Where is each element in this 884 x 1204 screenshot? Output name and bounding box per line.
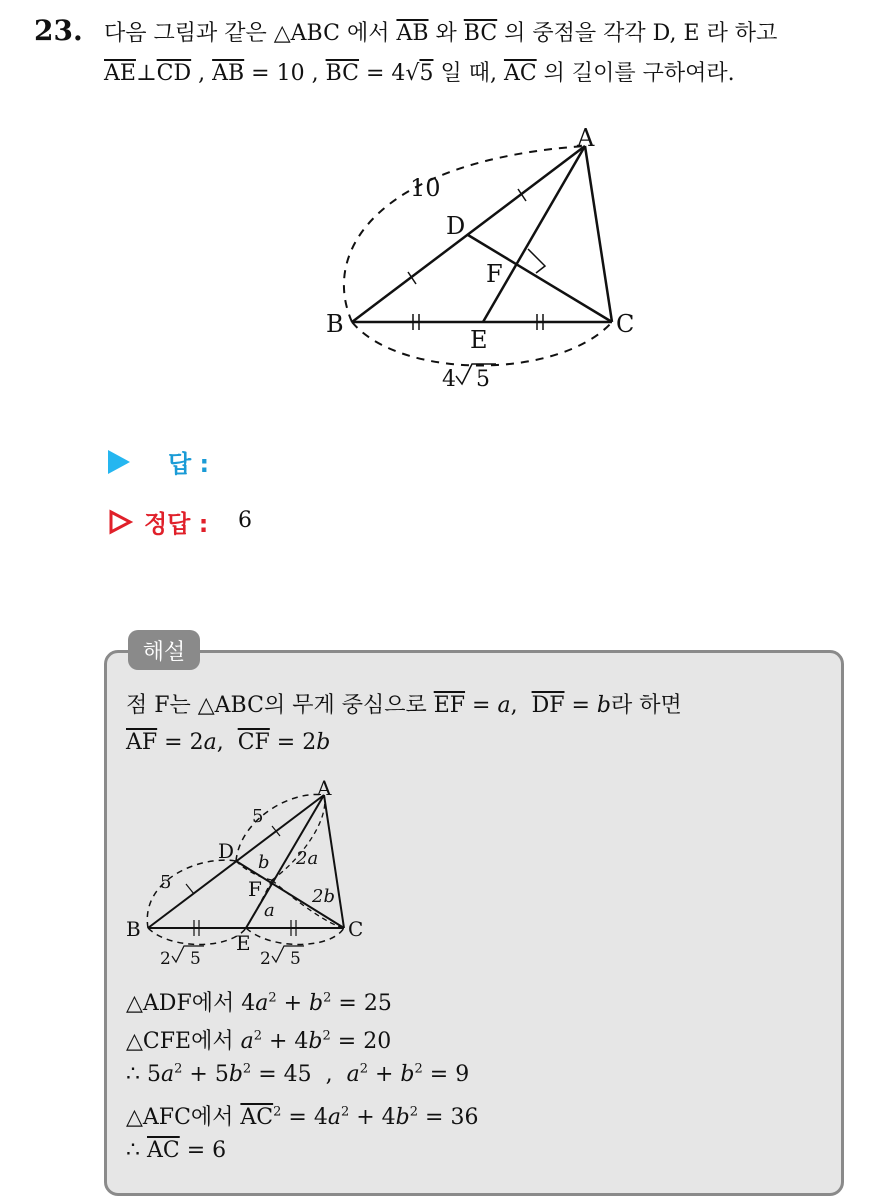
fig2-be [160,946,204,969]
fig2-label-b: B [126,917,141,941]
correct-answer-value: 6 [238,508,252,533]
svg-text:2: 2 [260,949,271,969]
svg-text:5: 5 [190,949,201,969]
play-icon [108,450,130,474]
correct-answer-row [108,504,208,539]
fig2-df: b [258,852,270,873]
solution-line2: $\overline{AF} = 2a$, $\overline{CF} = 2b$ [126,730,331,755]
question-text-line2: $\overline{AE}\perp\overline{CD}$ , $\overline{AB} = 10$ , $\overline{BC} = 4√5$ 일 때, $\overline{AC}$ 의 길이를 구하여라. [104,61,735,86]
label-f: F [486,260,503,288]
fig2-label-c: C [348,917,364,941]
fig2-fe: a [264,900,275,921]
solution-eq5: ∴ $\overline{AC} = 6$ [126,1138,227,1163]
solution-eq2: △CFE에서 $a^2 + 4b^2 = 20$ [126,1028,392,1054]
label-a: A [577,124,595,152]
bc-length-label [442,364,496,392]
answer-label: 답 : [168,450,210,478]
solution-eq4: △AFC에서 $\overline{AC}^2 = 4a^2 + 4b^2 = 36$ [126,1104,479,1130]
fig2-db: 5 [160,872,172,893]
fig2-ec [260,946,304,969]
solution-eq3: ∴ $5a^2 + 5b^2 = 45$ , $a^2 + b^2 = 9$ [126,1061,470,1087]
fig2-label-a: A [317,776,332,800]
fig2-fc: 2b [312,886,335,907]
label-b: B [326,310,344,338]
segment-ac [585,146,612,322]
correct-answer-label: 정답 : [144,510,209,538]
solution-tag: 해설 [128,630,200,670]
question-number: 23. [34,14,83,47]
outline-play-icon [108,509,134,535]
segment-ab [352,146,585,322]
label-e: E [470,326,488,354]
ab-length-label: 10 [410,174,441,202]
answer-row [108,444,209,479]
fig2-fa: 2a [296,848,319,869]
solution-eq1: △ADF에서 $4a^2 + b^2 = 25$ [126,990,392,1016]
svg-text:5: 5 [290,949,301,969]
fig2-label-f: F [248,877,262,901]
fig2-label-e: E [236,931,251,955]
label-c: C [616,310,635,338]
question-text-line1: 다음 그림과 같은 △ABC 에서 $\overline{AB}$ 와 $\overline{BC}$ 의 중점을 각각 D, E 라 하고 [104,21,778,46]
right-angle-mark [528,249,545,273]
svg-text:2: 2 [160,949,171,969]
fig2-label-d: D [218,839,235,863]
svg-text:5: 5 [476,367,490,392]
solution-figure [120,770,380,975]
fig2-ad: 5 [252,806,264,827]
svg-text:4: 4 [442,367,456,392]
solution-line1: 점 F는 △ABC의 무게 중심으로 $\overline{EF} = a$, $\overline{DF} = b$라 하면 [126,693,682,718]
label-d: D [446,212,466,240]
triangle-figure [310,110,650,400]
